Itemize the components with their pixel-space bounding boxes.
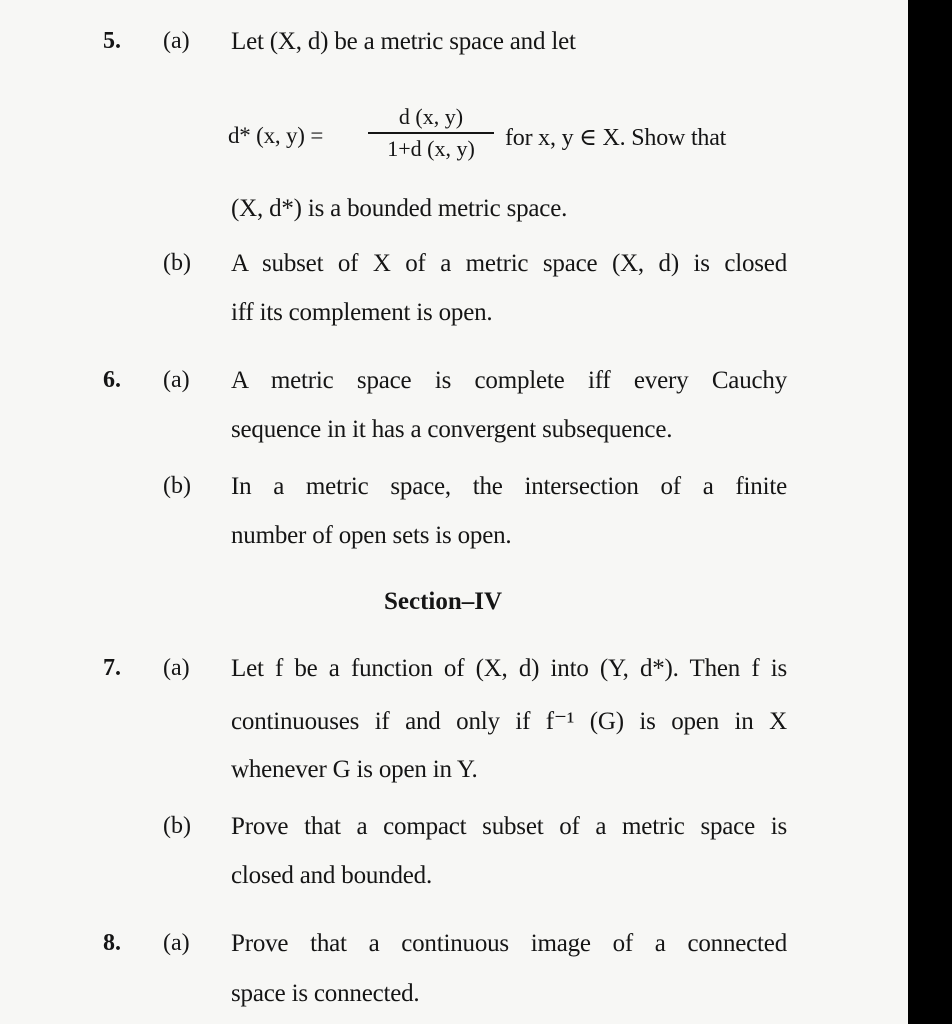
- question-line: Let f be a function of (X, d) into (Y, d*). Then f is: [231, 655, 787, 682]
- part-label: (a): [163, 930, 190, 956]
- formula-numerator: d (x, y): [368, 104, 494, 134]
- question-line: In a metric space, the intersection of a finite: [231, 473, 787, 500]
- page-edge-shadow: [908, 0, 952, 1024]
- question-line: sequence in it has a convergent subsequence.: [231, 416, 673, 443]
- part-label: (a): [163, 28, 190, 54]
- part-label: (a): [163, 655, 190, 681]
- question-line: Prove that a continuous image of a connected: [231, 930, 787, 957]
- question-number: 5.: [103, 28, 121, 54]
- part-label: (b): [163, 250, 191, 276]
- question-number: 6.: [103, 367, 121, 393]
- question-line: A subset of X of a metric space (X, d) is closed: [231, 250, 787, 277]
- formula-rest: for x, y ∈ X. Show that: [505, 125, 727, 151]
- question-number: 7.: [103, 655, 121, 681]
- formula-denominator: 1+d (x, y): [387, 136, 475, 161]
- question-line: (X, d*) is a bounded metric space.: [231, 195, 568, 222]
- part-label: (b): [163, 473, 191, 499]
- question-line: Prove that a compact subset of a metric space is: [231, 813, 787, 840]
- question-line: number of open sets is open.: [231, 522, 512, 549]
- question-line: iff its complement is open.: [231, 299, 493, 326]
- formula-lhs: d* (x, y) =: [228, 123, 324, 148]
- question-line: space is connected.: [231, 980, 420, 1007]
- formula-fraction: [368, 104, 494, 162]
- question-line: A metric space is complete iff every Cauchy: [231, 367, 787, 394]
- question-line: continuouses if and only if f⁻¹ (G) is open in X: [231, 708, 787, 735]
- question-number: 8.: [103, 930, 121, 956]
- question-line: whenever G is open in Y.: [231, 756, 478, 783]
- question-line: Let (X, d) be a metric space and let: [231, 28, 576, 55]
- question-line: closed and bounded.: [231, 862, 433, 889]
- part-label: (b): [163, 813, 191, 839]
- part-label: (a): [163, 367, 190, 393]
- section-heading: Section–IV: [383, 588, 503, 615]
